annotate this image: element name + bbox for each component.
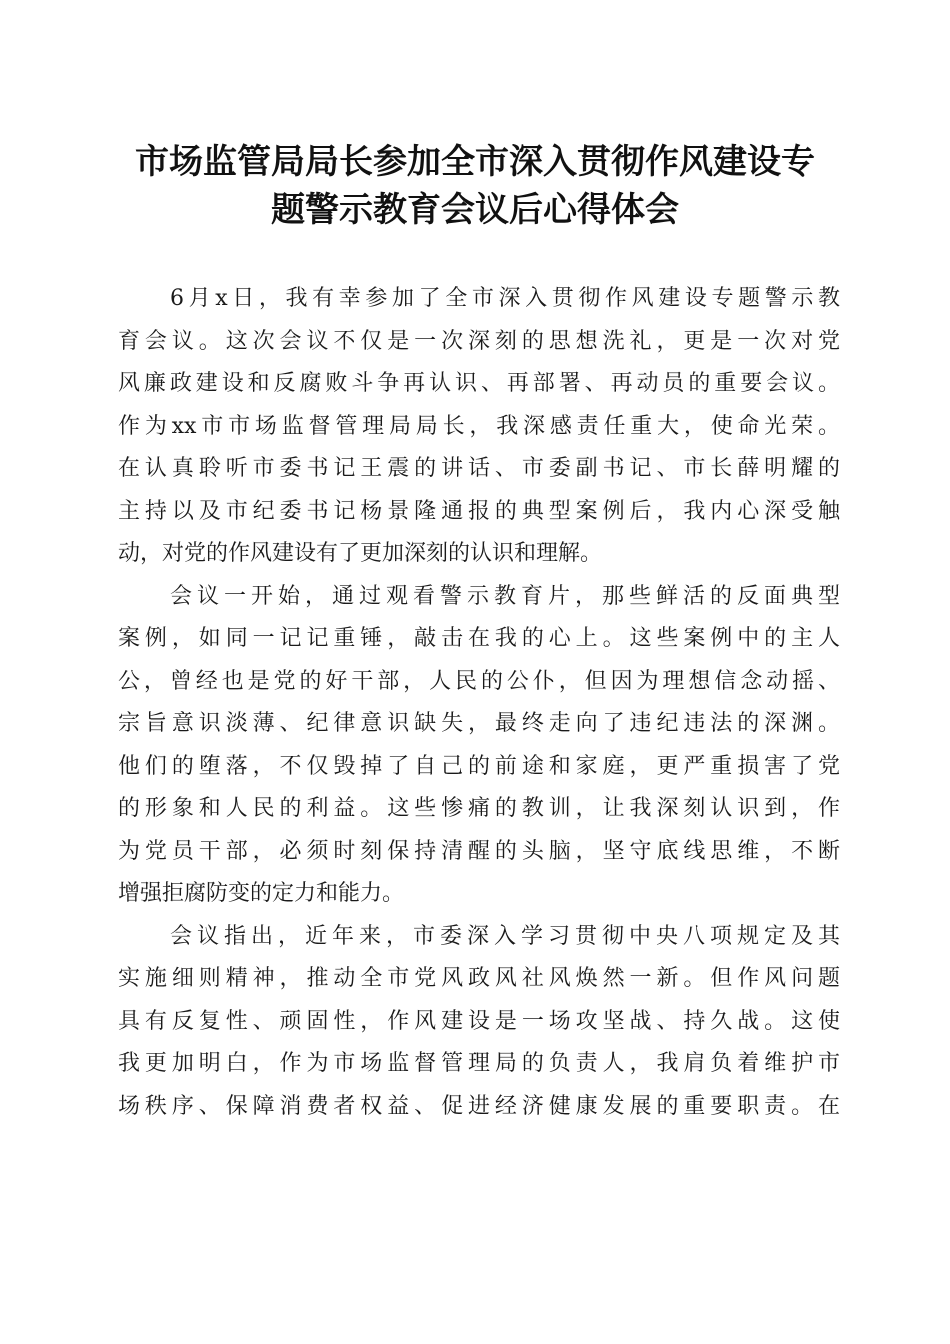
text-line: 作为xx市市场监督管理局局长，我深感责任重大，使命光荣。: [118, 413, 840, 439]
text-line: 在认真聆听市委书记王震的讲话、市委副书记、市长薛明耀的: [118, 456, 840, 481]
text-line: 案例，如同一记记重锤，敲击在我的心上。这些案例中的主人: [118, 626, 840, 651]
text-line: 会议一开始，通过观看警示教育片，那些鲜活的反面典型: [170, 583, 840, 609]
text-line: 增强拒腐防变的定力和能力。: [118, 881, 405, 906]
paragraph: [118, 576, 840, 916]
text-line: 实施细则精神，推动全市党风政风社风焕然一新。但作风问题: [118, 966, 840, 991]
text-line: 他们的堕落，不仅毁掉了自己的前途和家庭，更严重损害了党: [118, 753, 840, 779]
text-line: 具有反复性、顽固性，作风建设是一场攻坚战、持久战。这使: [118, 1008, 840, 1034]
title-line: 题警示教育会议后心得体会: [271, 190, 679, 230]
text-line: 育会议。这次会议不仅是一次深刻的思想洗礼，更是一次对党: [118, 328, 840, 354]
text-line: 风廉政建设和反腐败斗争再认识、再部署、再动员的重要会议。: [118, 371, 840, 396]
text-line: 场秩序、保障消费者权益、促进经济健康发展的重要职责。在: [118, 1093, 840, 1119]
text-line: 6月x日，我有幸参加了全市深入贯彻作风建设专题警示教: [170, 286, 840, 311]
paragraph: [118, 278, 840, 576]
paragraph: [118, 916, 840, 1129]
text-line: 动，对党的作风建设有了更加深刻的认识和理解。: [118, 541, 603, 566]
title-line: 市场监管局局长参加全市深入贯彻作风建设专: [135, 142, 815, 182]
text-line: 为党员干部，必须时刻保持清醒的头脑，坚守底线思维，不断: [118, 838, 840, 864]
text-line: 会议指出，近年来，市委深入学习贯彻中央八项规定及其: [170, 923, 840, 949]
text-line: 公，曾经也是党的好干部，人民的公仆，但因为理想信念动摇、: [118, 668, 840, 694]
document-body: [118, 278, 840, 1128]
document-title: [100, 138, 850, 234]
text-line: 的形象和人民的利益。这些惨痛的教训，让我深刻认识到，作: [118, 796, 840, 821]
text-line: 主持以及市纪委书记杨景隆通报的典型案例后，我内心深受触: [118, 498, 840, 524]
text-line: 宗旨意识淡薄、纪律意识缺失，最终走向了违纪违法的深渊。: [118, 711, 840, 736]
text-line: 我更加明白，作为市场监督管理局的负责人，我肩负着维护市: [118, 1051, 840, 1076]
